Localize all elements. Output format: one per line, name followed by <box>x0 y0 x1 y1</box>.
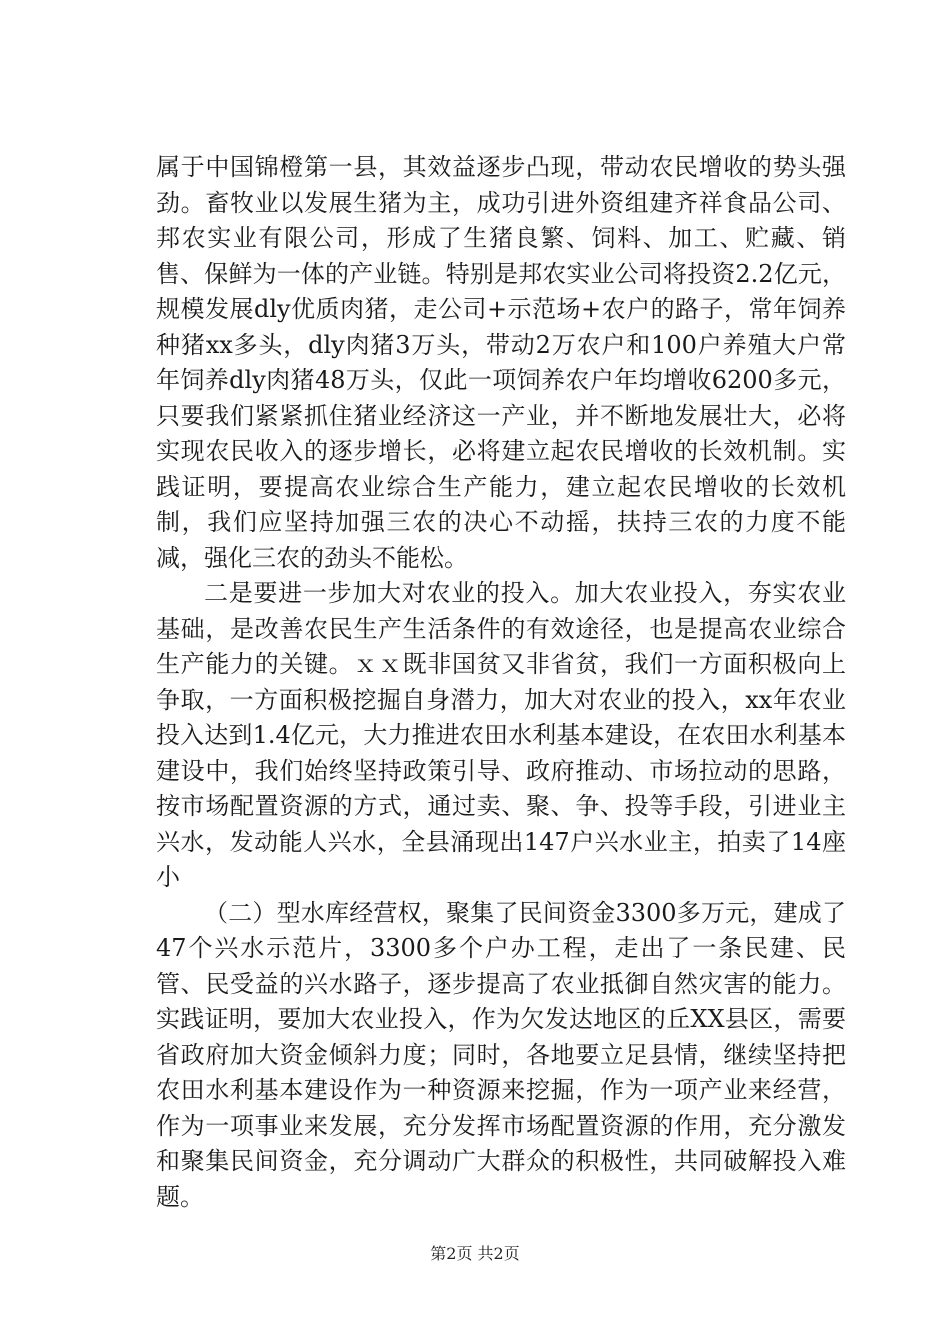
paragraph-1: 属于中国锦橙第一县，其效益逐步凸现，带动农民增收的势头强劲。畜牧业以发展生猪为主，成功引进外资组建齐祥食品公司、邦农实业有限公司，形成了生猪良繁、饲料、加工、贮藏、销售、保鲜为一体的产业链。特别是邦农实业公司将投资2.2亿元，规模发展dly优质肉猪，走公司+示范场+农户的路子，常年饲养种猪xx多头，dly肉猪3万头，带动2万农户和100户养殖大户常年饲养dly肉猪48万头，仅此一项饲养农户年均增收6200多元，只要我们紧紧抓住猪业经济这一产业，并不断地发展壮大，必将实现农民收入的逐步增长，必将建立起农民增收的长效机制。实践证明，要提高农业综合生产能力，建立起农民增收的长效机制，我们应坚持加强三农的决心不动摇，扶持三农的力度不能减，强化三农的劲头不能松。 <box>156 153 846 572</box>
paragraph-2: 二是要进一步加大对农业的投入。加大农业投入，夯实农业基础，是改善农民生产生活条件的有效途径，也是提高农业综合生产能力的关键。ｘｘ既非国贫又非省贫，我们一方面积极向上争取，一方面积极挖掘自身潜力，加大对农业的投入，xx年农业投入达到1.4亿元，大力推进农田水利基本建设，在农田水利基本建设中，我们始终坚持政策引导、政府推动、市场拉动的思路，按市场配置资源的方式，通过卖、聚、争、投等手段，引进业主兴水，发动能人兴水，全县涌现出147户兴水业主，拍卖了14座小 <box>156 579 846 891</box>
document-body <box>156 150 846 1215</box>
paragraph-3: （二）型水库经营权，聚集了民间资金3300多万元，建成了47个兴水示范片，3300多个户办工程，走出了一条民建、民管、民受益的兴水路子，逐步提高了农业抵御自然灾害的能力。实践证明，要加大农业投入，作为欠发达地区的丘XX县区，需要省政府加大资金倾斜力度；同时，各地要立足县情，继续坚持把农田水利基本建设作为一种资源来挖掘，作为一项产业来经营，作为一项事业来发展，充分发挥市场配置资源的作用，充分激发和聚集民间资金，充分调动广大群众的积极性，共同破解投入难题。 <box>156 898 846 1211</box>
page-number-footer: 第2页 共2页 <box>430 1244 520 1263</box>
